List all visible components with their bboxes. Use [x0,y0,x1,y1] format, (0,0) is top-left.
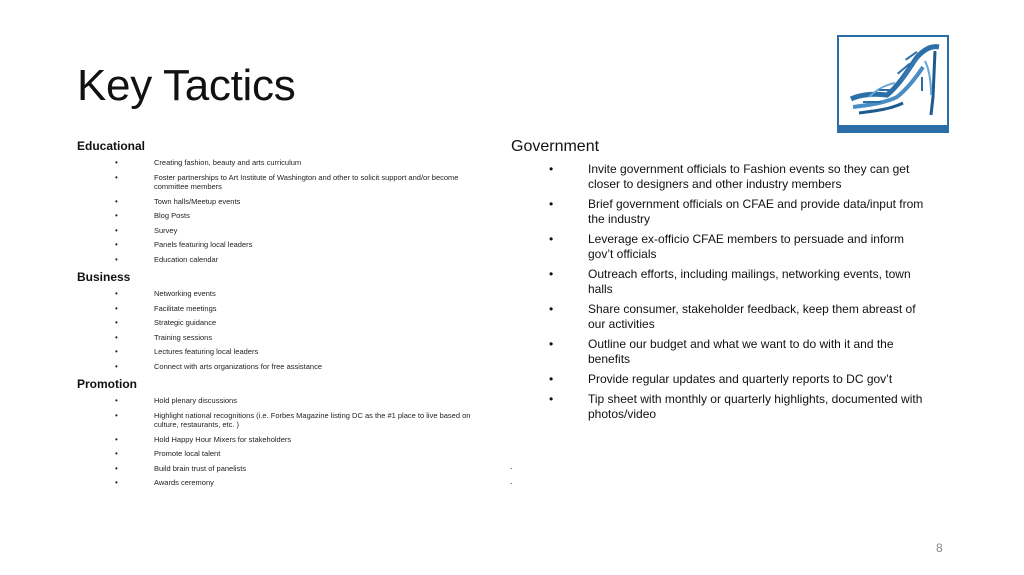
list-item: • Panels featuring local leaders [115,240,253,249]
list-item: • Build brain trust of panelists [115,463,247,473]
list-item: • Survey [115,225,178,235]
slide-title: Key Tactics [77,61,296,110]
list-item: • Training sessions [115,332,213,342]
list-item: • Outline our budget and what we want to do with it and the benefits [549,337,894,366]
fashion-shoe-word-cloud-icon [839,37,947,131]
list-item: • Outreach efforts, including mailings, networking events, town halls [549,267,911,296]
bullet: • [115,196,118,206]
list-item: • Lectures featuring local leaders [115,347,259,356]
bullet: • [115,449,118,458]
bullet: • [549,162,554,176]
list-item: • Networking events [115,289,216,298]
bullet: • [115,463,118,473]
bullet: • [549,392,554,406]
list-item: • Town halls/Meetup events [115,196,241,206]
bullet: • [115,240,118,249]
government-heading: Government [511,138,600,155]
list-item: • Strategic guidance [115,318,217,327]
list-item: • Hold plenary discussions [115,396,237,405]
list-item: • Promote local talent [115,449,221,458]
list-item: • Blog Posts [115,211,190,220]
educational-list [77,158,497,264]
educational-heading: Educational [77,139,146,153]
bullet: • [115,254,118,264]
list-item: • Leverage ex-officio CFAE members to persuade and inform gov’t officials [549,232,904,261]
list-item: • Invite government officials to Fashion events so they can get closer to designers and other industry members [549,162,910,191]
list-item: • Connect with arts organizations for free assistance [115,361,322,371]
educational-section [77,139,497,264]
bullet: • [549,232,554,246]
list-item: • Foster partnerships to Art Institute of Washington and other to solicit support and/or become committee members [115,172,459,191]
business-heading: Business [77,270,131,284]
list-item: • Provide regular updates and quarterly reports to DC gov’t [549,372,893,386]
list-item: • Awards ceremony [115,478,214,487]
list-item: • Highlight national recognitions (i.e. Forbes Magazine listing DC as the #1 place to live based on culture, restaurants, etc. ) [115,410,471,429]
bullet: • [115,225,118,235]
bullet: • [549,302,554,316]
right-column [511,137,931,427]
promotion-section [77,377,497,488]
bullet: • [115,158,118,167]
list-item: • Share consumer, stakeholder feedback, keep them abreast of our activities [549,302,916,331]
list-item: • Brief government officials on CFAE and provide data/input from the industry [549,197,924,226]
list-item: • Education calendar [115,254,219,264]
bullet: • [115,172,118,182]
bullet: • [115,289,118,298]
logo [837,35,949,133]
list-item: • Hold Happy Hour Mixers for stakeholders [115,434,292,444]
bullet: • [549,337,554,351]
bullet: • [115,211,118,220]
bullet: • [115,434,118,444]
bullet: • [549,372,554,386]
left-column [77,139,497,494]
bullet: • [115,332,118,342]
bullet: • [115,410,118,420]
promotion-list [77,396,497,488]
bullet: • [115,318,118,327]
page-number: 8 [936,541,943,555]
stray-dot: . [510,461,513,471]
list-item: • Tip sheet with monthly or quarterly highlights, documented with photos/video [549,392,923,421]
bullet: • [115,396,118,405]
bullet: • [115,347,118,356]
bullet: • [115,361,118,371]
bullet: • [549,267,554,281]
logo-caption-bar [839,125,947,131]
bullet: • [549,197,554,211]
list-item: • Creating fashion, beauty and arts curriculum [115,158,302,167]
list-item: • Facilitate meetings [115,303,217,313]
stray-dot: . [510,476,513,486]
business-list [77,289,497,371]
business-section [77,270,497,371]
government-list [511,162,931,422]
bullet: • [115,478,118,487]
bullet: • [115,303,118,313]
promotion-heading: Promotion [77,377,137,391]
